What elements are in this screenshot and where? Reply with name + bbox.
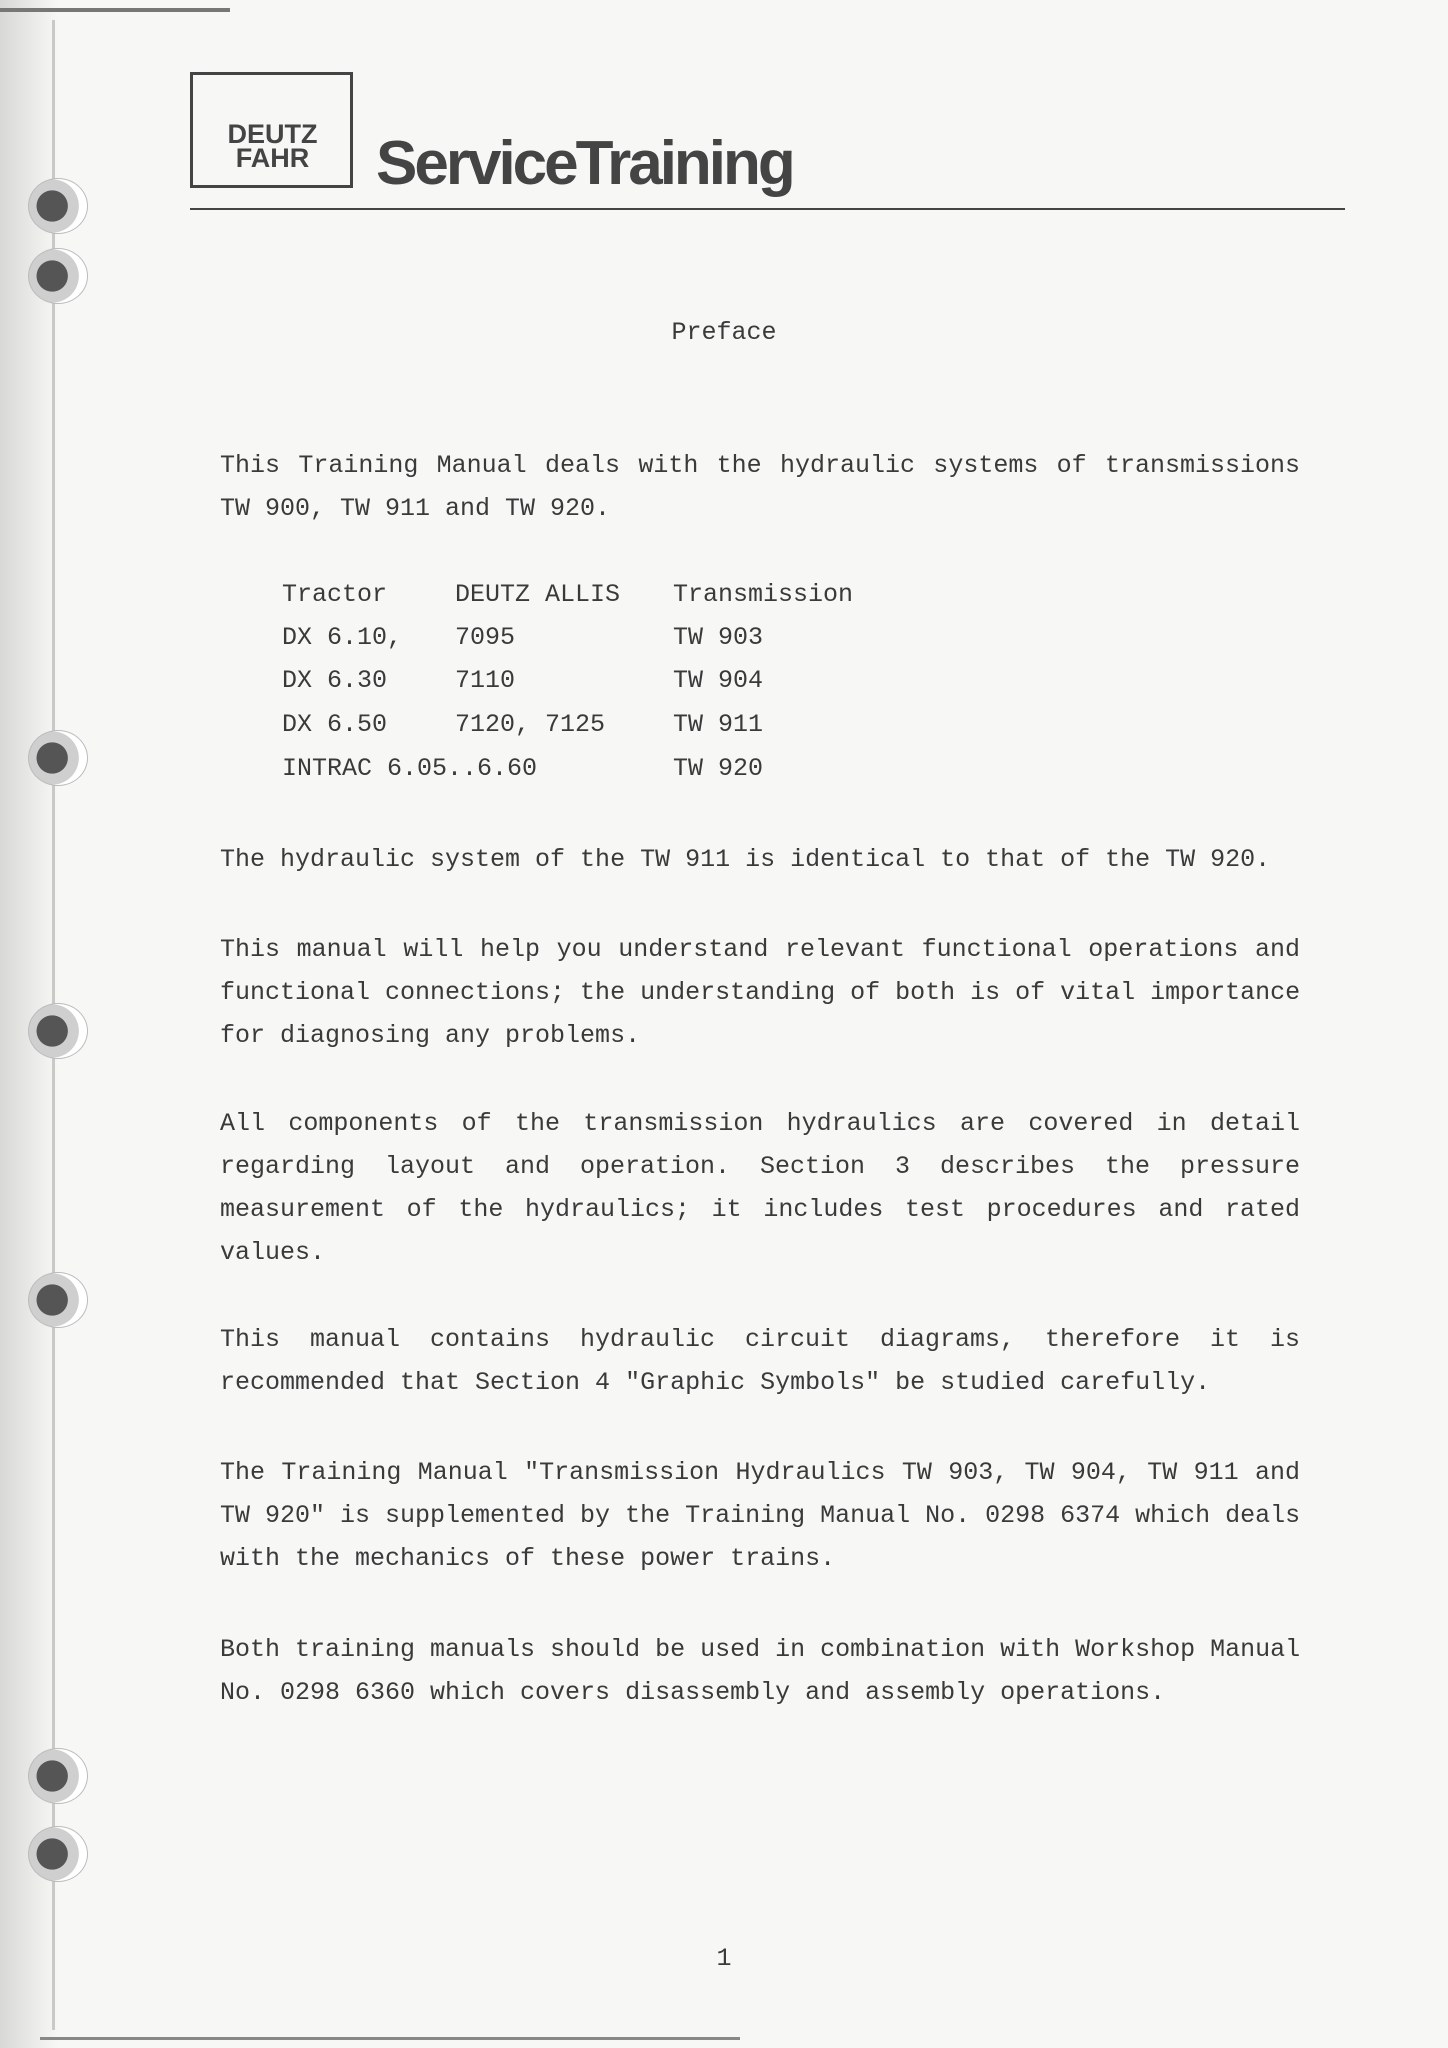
header-rule bbox=[190, 208, 1345, 210]
column-header: Tractor bbox=[282, 580, 388, 609]
page-title: Preface bbox=[671, 318, 777, 347]
paragraph bbox=[220, 928, 1300, 1057]
paragraph bbox=[220, 1102, 1300, 1274]
paragraph bbox=[220, 1451, 1300, 1580]
punch-hole-icon bbox=[28, 248, 88, 304]
punch-hole-icon bbox=[28, 730, 88, 786]
text-line: All components of the transmission hydraulics are covered in detail bbox=[220, 1109, 1300, 1138]
paragraph bbox=[220, 1318, 1300, 1404]
text-line: for diagnosing any problems. bbox=[220, 1021, 641, 1050]
table-cell: TW 920 bbox=[673, 754, 764, 783]
table-cell: TW 904 bbox=[673, 666, 764, 695]
text-line: TW 900, TW 911 and TW 920. bbox=[220, 494, 611, 523]
table-cell: TW 903 bbox=[673, 623, 764, 652]
text-line: This manual will help you understand relevant functional operations and bbox=[220, 935, 1300, 964]
scan-bottom-edge bbox=[40, 2037, 740, 2040]
text-line: This Training Manual deals with the hydraulic systems of transmissions bbox=[220, 451, 1300, 480]
punch-hole-icon bbox=[28, 1826, 88, 1882]
table-cell: DX 6.30 bbox=[282, 666, 388, 695]
paragraph bbox=[220, 838, 1300, 881]
text-line: values. bbox=[220, 1238, 326, 1267]
column-header: Transmission bbox=[673, 580, 854, 609]
text-line: TW 920" is supplemented by the Training Manual No. 0298 6374 which deals bbox=[220, 1501, 1301, 1530]
logo-line-1: DEUTZ bbox=[227, 119, 318, 149]
column-header: DEUTZ ALLIS bbox=[455, 580, 621, 609]
text-line: The hydraulic system of the TW 911 is identical to that of the TW 920. bbox=[220, 845, 1271, 874]
text-line: regarding layout and operation. Section 3 describes the pressure bbox=[220, 1152, 1300, 1181]
scan-top-edge bbox=[0, 8, 230, 12]
text-line: Both training manuals should be used in combination with Workshop Manual bbox=[220, 1635, 1301, 1664]
table-cell: 7120, 7125 bbox=[455, 710, 606, 739]
punch-hole-icon bbox=[28, 1003, 88, 1059]
table-cell: DX 6.50 bbox=[282, 710, 388, 739]
table-cell: TW 911 bbox=[673, 710, 764, 739]
text-line: No. 0298 6360 which covers disassembly and assembly operations. bbox=[220, 1678, 1166, 1707]
text-line: functional connections; the understanding of both is of vital importance bbox=[220, 978, 1301, 1007]
logo-line-2: FAHR bbox=[235, 143, 310, 173]
punch-hole-icon bbox=[28, 1272, 88, 1328]
table-cell: 7110 bbox=[455, 666, 516, 695]
text-line: measurement of the hydraulics; it includes test procedures and rated bbox=[220, 1195, 1300, 1224]
punch-hole-icon bbox=[28, 178, 88, 234]
table-cell: DX 6.10, bbox=[282, 623, 403, 652]
text-line: This manual contains hydraulic circuit diagrams, therefore it is bbox=[220, 1325, 1300, 1354]
brand-title: ServiceTraining bbox=[376, 129, 793, 198]
text-line: recommended that Section 4 "Graphic Symbols" be studied carefully. bbox=[220, 1368, 1211, 1397]
paragraph bbox=[220, 1628, 1300, 1714]
deutz-fahr-logo bbox=[200, 119, 345, 173]
text-line: The Training Manual "Transmission Hydraulics TW 903, TW 904, TW 911 and bbox=[220, 1458, 1300, 1487]
table-cell: 7095 bbox=[455, 623, 516, 652]
punch-hole-icon bbox=[28, 1748, 88, 1804]
text-line: with the mechanics of these power trains. bbox=[220, 1544, 836, 1573]
intro-paragraph bbox=[220, 444, 1300, 530]
table-cell: INTRAC 6.05..6.60 bbox=[282, 754, 538, 783]
page-number: 1 bbox=[716, 1944, 732, 1973]
